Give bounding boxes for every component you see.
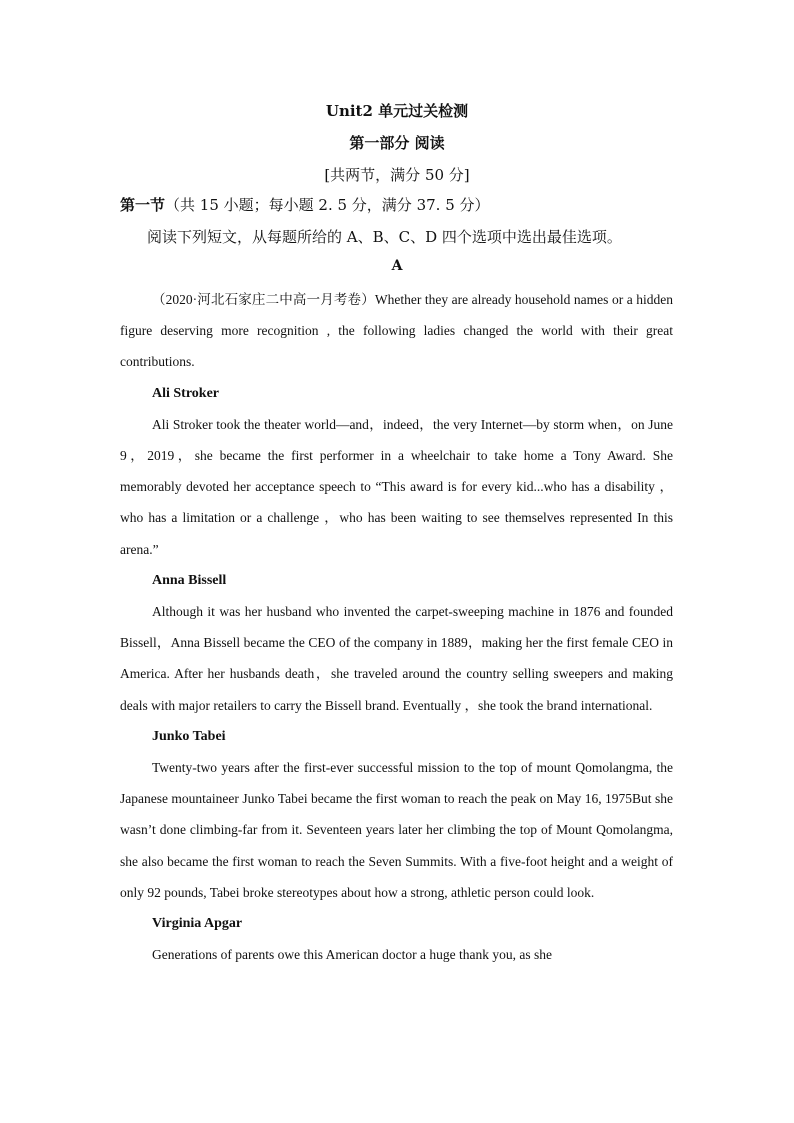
- person-text: Although it was her husband who invented the carpet-sweeping machine in 1876 and founded Bissell，Anna Bissell became the CEO of the company in 1889，making her the first female CEO in America. After her husbands death，she traveled around the country selling sweepers and making deals with major retailers to carry the Bissell brand. Eventually ，she took the brand international.: [120, 604, 673, 713]
- score-note: [共两节，满分 50 分]: [324, 166, 470, 184]
- section-label: 第一节: [120, 196, 166, 214]
- passage-label: A: [391, 258, 403, 274]
- person-text: Ali Stroker took the theater world—and，indeed，the very Internet—by storm when，on June 9，2019，she became the first performer in a wheelchair to take home a Tony Award. She memorably devoted her acceptance speech to “This award is for every kid...who has a disability ，who has a limitation or a challenge ，who has been waiting to see themselves represented In this arena.”: [120, 416, 673, 557]
- passage-intro: （2020·河北石家庄二中高一月考卷）Whether they are already household names or a hidden figure deserving more recognition , the following ladies changed the world with their great contributions.: [120, 292, 673, 370]
- part-heading: 第一部分 阅读: [349, 134, 445, 152]
- instruction: 阅读下列短文，从每题所给的 A、B、C、D 四个选项中选出最佳选项。: [147, 228, 622, 246]
- person-name: Anna Bissell: [152, 572, 227, 588]
- passage-body: [120, 284, 673, 970]
- person-name: Virginia Apgar: [152, 916, 243, 932]
- person-name: Junko Tabei: [152, 728, 226, 744]
- section-heading: [120, 194, 490, 215]
- person-text: Generations of parents owe this American doctor a huge thank you, as she: [152, 947, 553, 963]
- page-title: Unit2 单元过关检测: [325, 102, 469, 120]
- person-name: Ali Stroker: [152, 385, 220, 401]
- section-detail: （共 15 小题；每小题 2. 5 分，满分 37. 5 分）: [165, 196, 490, 214]
- person-text: Twenty-two years after the first-ever successful mission to the top of mount Qomolangma, the Japanese mountaineer Junko Tabei became the first woman to reach the peak on May 16, 1975But she wasn’t done climbing-far from it. Seventeen years later her climbing the top of Mount Qomolangma, she also became the first woman to reach the Seven Summits. With a five-foot height and a weight of only 92 pounds, Tabei broke stereotypes about how a strong, athletic person could look.: [120, 760, 673, 900]
